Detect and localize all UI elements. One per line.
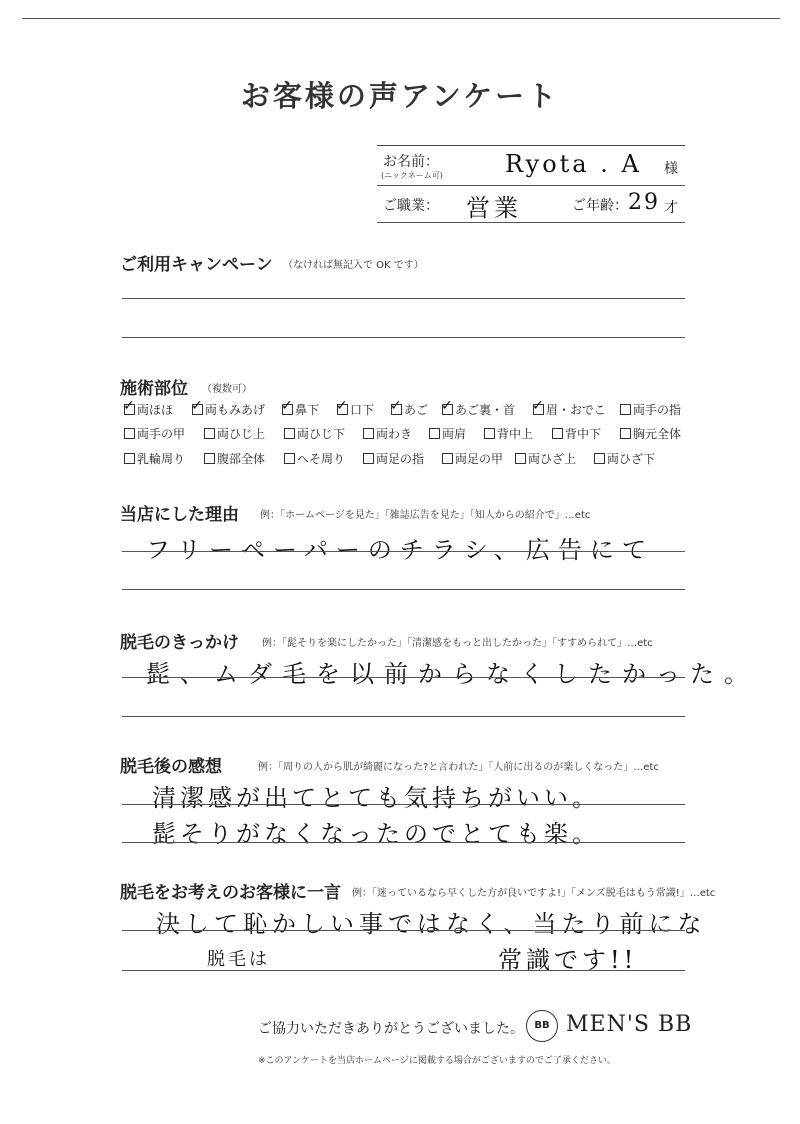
reason-line-1 <box>122 551 685 552</box>
campaign-heading: ご利用キャンペーン <box>120 255 273 275</box>
checkbox-icon <box>192 404 203 415</box>
area-under-nose[interactable]: ✓ 鼻下 <box>282 401 319 418</box>
checkbox-icon <box>442 453 453 464</box>
checkbox-icon <box>620 428 631 439</box>
areas-note: （複数可） <box>202 384 252 395</box>
checkbox-icon <box>533 404 544 415</box>
honorific: 様 <box>664 161 678 177</box>
thanks-text: ご協力いただきありがとうございました。 <box>258 1021 524 1037</box>
checkbox-icon <box>391 404 402 415</box>
area-under-mouth[interactable]: ✓ 口下 <box>337 401 374 418</box>
message-note: 例：「迷っているなら早くした方が良いですよ!」「メンズ脱毛はもう常識!」…etc <box>352 888 716 899</box>
area-lower-legs[interactable]: 両ひざ下 <box>594 450 655 467</box>
campaign-line-1 <box>122 298 685 299</box>
job-value: 営業 <box>466 194 522 222</box>
impression-line-1 <box>122 804 685 805</box>
checkbox-icon <box>515 453 526 464</box>
area-top-of-feet[interactable]: 両足の甲 <box>442 450 503 467</box>
reason-line-2 <box>122 589 685 590</box>
checkbox-icon <box>620 404 631 415</box>
message-line-1 <box>122 930 685 931</box>
brand-name: MEN'S BB <box>566 1012 693 1037</box>
area-thighs[interactable]: 両ひざ上 <box>515 450 576 467</box>
area-under-chin-neck[interactable]: ✓ あご裏・首 <box>442 401 515 418</box>
area-brows-forehead[interactable]: ✓ 眉・おでこ <box>533 401 606 418</box>
checkbox-icon <box>284 453 295 464</box>
impression-heading: 脱毛後の感想 <box>120 757 222 777</box>
checkbox-icon <box>363 428 374 439</box>
areas-heading: 施術部位 <box>120 379 188 399</box>
area-upper-back[interactable]: 背中上 <box>484 425 533 442</box>
job-label: ご職業： <box>383 198 439 214</box>
message-answer-line-1: 決して恥かしい事ではなく、当たり前にな <box>156 910 707 938</box>
campaign-line-2 <box>122 337 685 338</box>
area-shoulders[interactable]: 両肩 <box>429 425 466 442</box>
checkbox-icon <box>552 428 563 439</box>
name-label: お名前： <box>383 154 439 170</box>
impression-line-2 <box>122 842 685 843</box>
area-toes[interactable]: 両足の指 <box>363 450 424 467</box>
checkbox-icon <box>284 428 295 439</box>
area-forearms[interactable]: 両ひじ下 <box>284 425 345 442</box>
age-value: 29 <box>628 190 660 215</box>
area-navel[interactable]: へそ周り <box>284 450 345 467</box>
area-abdomen[interactable]: 腹部全体 <box>204 450 265 467</box>
area-lower-back[interactable]: 背中下 <box>552 425 601 442</box>
area-chin[interactable]: ✓ あご <box>391 401 428 418</box>
brand-logo: BB <box>526 1010 558 1042</box>
trigger-answer: 髭、ムダ毛を以前からなくしたかった。 <box>146 660 758 688</box>
checkbox-icon <box>124 453 135 464</box>
impression-answer-line-1: 清潔感が出てとても気持ちがいい。 <box>152 784 600 812</box>
job-underline <box>377 222 685 223</box>
reason-heading: 当店にした理由 <box>120 505 239 525</box>
area-fingers[interactable]: 両手の指 <box>620 401 681 418</box>
checkbox-icon <box>282 404 293 415</box>
checkbox-icon <box>124 404 135 415</box>
message-answer-insert: 脱毛は <box>207 949 270 970</box>
area-sideburns[interactable]: ✓ 両もみあげ <box>192 401 265 418</box>
checkbox-icon <box>363 453 374 464</box>
checkbox-icon <box>337 404 348 415</box>
age-label: ご年齢： <box>572 198 628 214</box>
page-title: お客様の声アンケート <box>240 79 560 113</box>
message-line-2 <box>122 970 685 971</box>
area-cheeks[interactable]: ✓両ほほ <box>124 401 173 418</box>
trigger-heading: 脱毛のきっかけ <box>120 633 239 653</box>
campaign-note: （なければ無記入で OK です） <box>283 260 424 271</box>
impression-note: 例：「周りの人から肌が綺麗になった?と言われた」「人前に出るのが楽しくなった」…etc <box>258 762 659 773</box>
trigger-note: 例：「髭そりを楽にしたかった」「清潔感をもっと出したかった」「すすめられて」…etc <box>262 638 653 649</box>
area-upper-arms[interactable]: 両ひじ上 <box>204 425 265 442</box>
age-unit: 才 <box>664 200 678 216</box>
name-value: Ryota . A <box>505 150 642 178</box>
reason-note: 例：「ホームページを見た」「雑誌広告を見た」「知人からの紹介で」…etc <box>260 510 591 521</box>
area-areola[interactable]: 乳輪周り <box>124 450 185 467</box>
name-note: (ニックネーム可) <box>381 171 443 180</box>
area-back-of-hands[interactable]: 両手の甲 <box>124 425 185 442</box>
checkbox-icon <box>429 428 440 439</box>
name-underline <box>377 185 685 186</box>
trigger-line-1 <box>122 677 685 678</box>
area-armpits[interactable]: 両わき <box>363 425 412 442</box>
checkbox-icon <box>484 428 495 439</box>
checkbox-icon <box>594 453 605 464</box>
message-answer-line-2: 常識です!! <box>498 946 638 974</box>
checkbox-icon <box>204 428 215 439</box>
impression-answer-line-2: 髭そりがなくなったのでとても楽。 <box>152 820 600 848</box>
checkbox-icon <box>204 453 215 464</box>
checkbox-icon <box>442 404 453 415</box>
disclaimer: ※このアンケートを当店ホームページに掲載する場合がございますのでご了承ください。 <box>258 1056 616 1066</box>
message-heading: 脱毛をお考えのお客様に一言 <box>120 883 341 903</box>
checkbox-icon <box>124 428 135 439</box>
reason-answer: フリーペーパーのチラシ、広告にて <box>146 536 654 564</box>
trigger-line-2 <box>122 716 685 717</box>
top-border <box>22 18 780 19</box>
area-chest[interactable]: 胸元全体 <box>620 425 681 442</box>
